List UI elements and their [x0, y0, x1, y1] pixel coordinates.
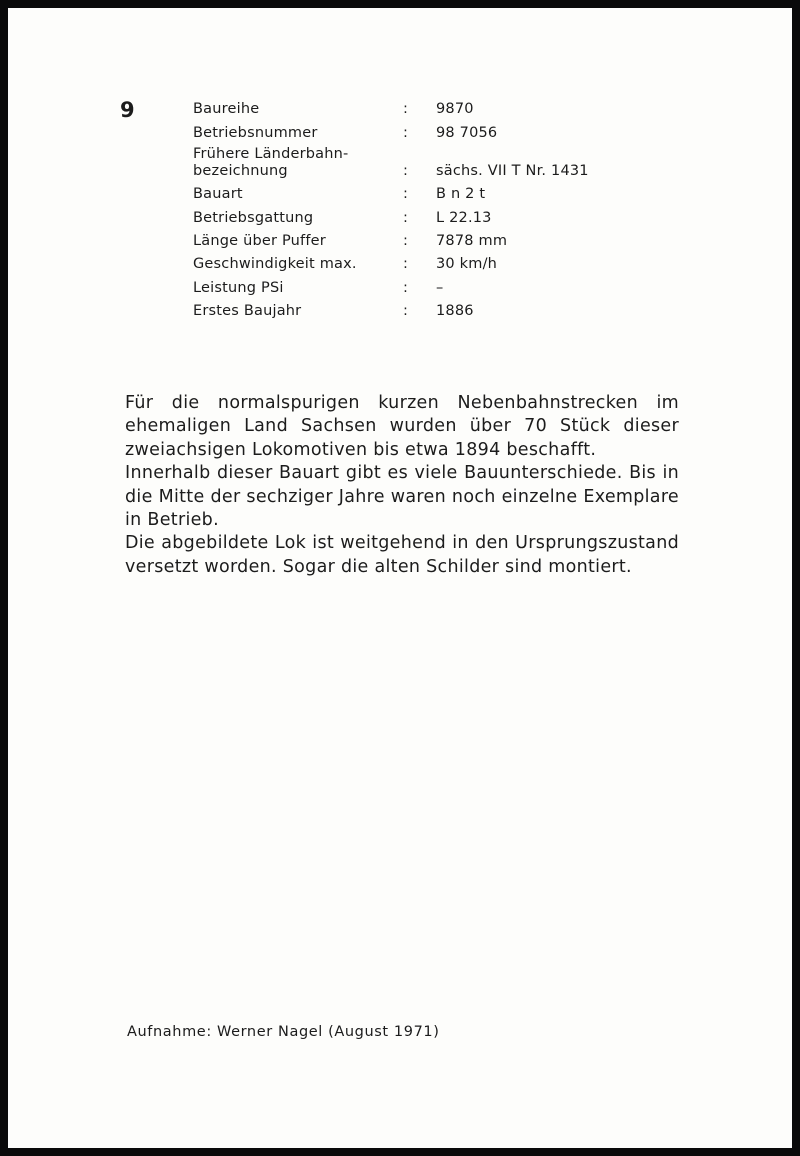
spec-colon: : [403, 232, 409, 249]
description-paragraph: Die abgebildete Lok ist weitgehend in den Ursprungszustand versetzt worden. Sogar die alten Schilder sind montiert. [125, 533, 679, 577]
spec-value: 30 km/h [436, 256, 498, 273]
description-text [125, 392, 679, 579]
spec-value: 9870 [436, 101, 474, 118]
spec-row-baujahr [193, 300, 673, 323]
description-paragraph: Für die normalspurigen kurzen Nebenbahnstrecken im ehemaligen Land Sachsen wurden über 70 Stück dieser zweiachsigen Lokomotiven bis etwa 1894 beschafft. [125, 393, 679, 460]
spec-value: 98 7056 [436, 124, 498, 141]
spec-label: Geschwindigkeit max. [193, 256, 357, 273]
spec-row-geschwindigkeit [193, 253, 673, 276]
spec-row-leistung [193, 276, 673, 299]
description-paragraph: Innerhalb dieser Bauart gibt es viele Bauunterschiede. Bis in die Mitte der sechziger Jahre waren noch einzelne Exemplare in Betrieb. [125, 463, 679, 531]
postcard-back [8, 8, 792, 1148]
spec-colon: : [403, 209, 409, 226]
spec-colon: : [403, 256, 409, 273]
spec-row-fruehere-bezeichnung [193, 145, 673, 183]
spec-row-betriebsnummer [193, 121, 673, 144]
spec-row-baureihe [193, 98, 673, 121]
spec-label: Baureihe [193, 101, 260, 118]
spec-colon: : [403, 124, 409, 141]
spec-row-laenge [193, 230, 673, 253]
spec-label: Länge über Puffer [193, 232, 326, 249]
spec-value: – [436, 279, 444, 296]
spec-row-bauart [193, 183, 673, 206]
spec-value: 7878 mm [436, 232, 508, 249]
spec-colon: : [403, 279, 409, 296]
spec-label: Betriebsnummer [193, 124, 318, 141]
photo-credit: Aufnahme: Werner Nagel (August 1971) [127, 1024, 440, 1040]
spec-colon: : [403, 303, 409, 320]
spec-colon: : [403, 186, 409, 203]
spec-value: 1886 [436, 303, 474, 320]
spec-label: Leistung PSi [193, 279, 284, 296]
spec-label: Erstes Baujahr [193, 303, 302, 320]
spec-value: B n 2 t [436, 186, 486, 203]
spec-value: L 22.13 [436, 209, 492, 226]
spec-row-betriebsgattung [193, 206, 673, 229]
spec-colon: : [403, 162, 409, 179]
spec-value: sächs. VII T Nr. 1431 [436, 162, 589, 179]
spec-label: Bauart [193, 186, 243, 203]
card-number: 9 [120, 98, 135, 122]
spec-colon: : [403, 101, 409, 118]
spec-label: Frühere Länderbahn- bezeichnung [193, 145, 349, 179]
spec-table [193, 98, 673, 323]
spec-label: Betriebsgattung [193, 209, 314, 226]
